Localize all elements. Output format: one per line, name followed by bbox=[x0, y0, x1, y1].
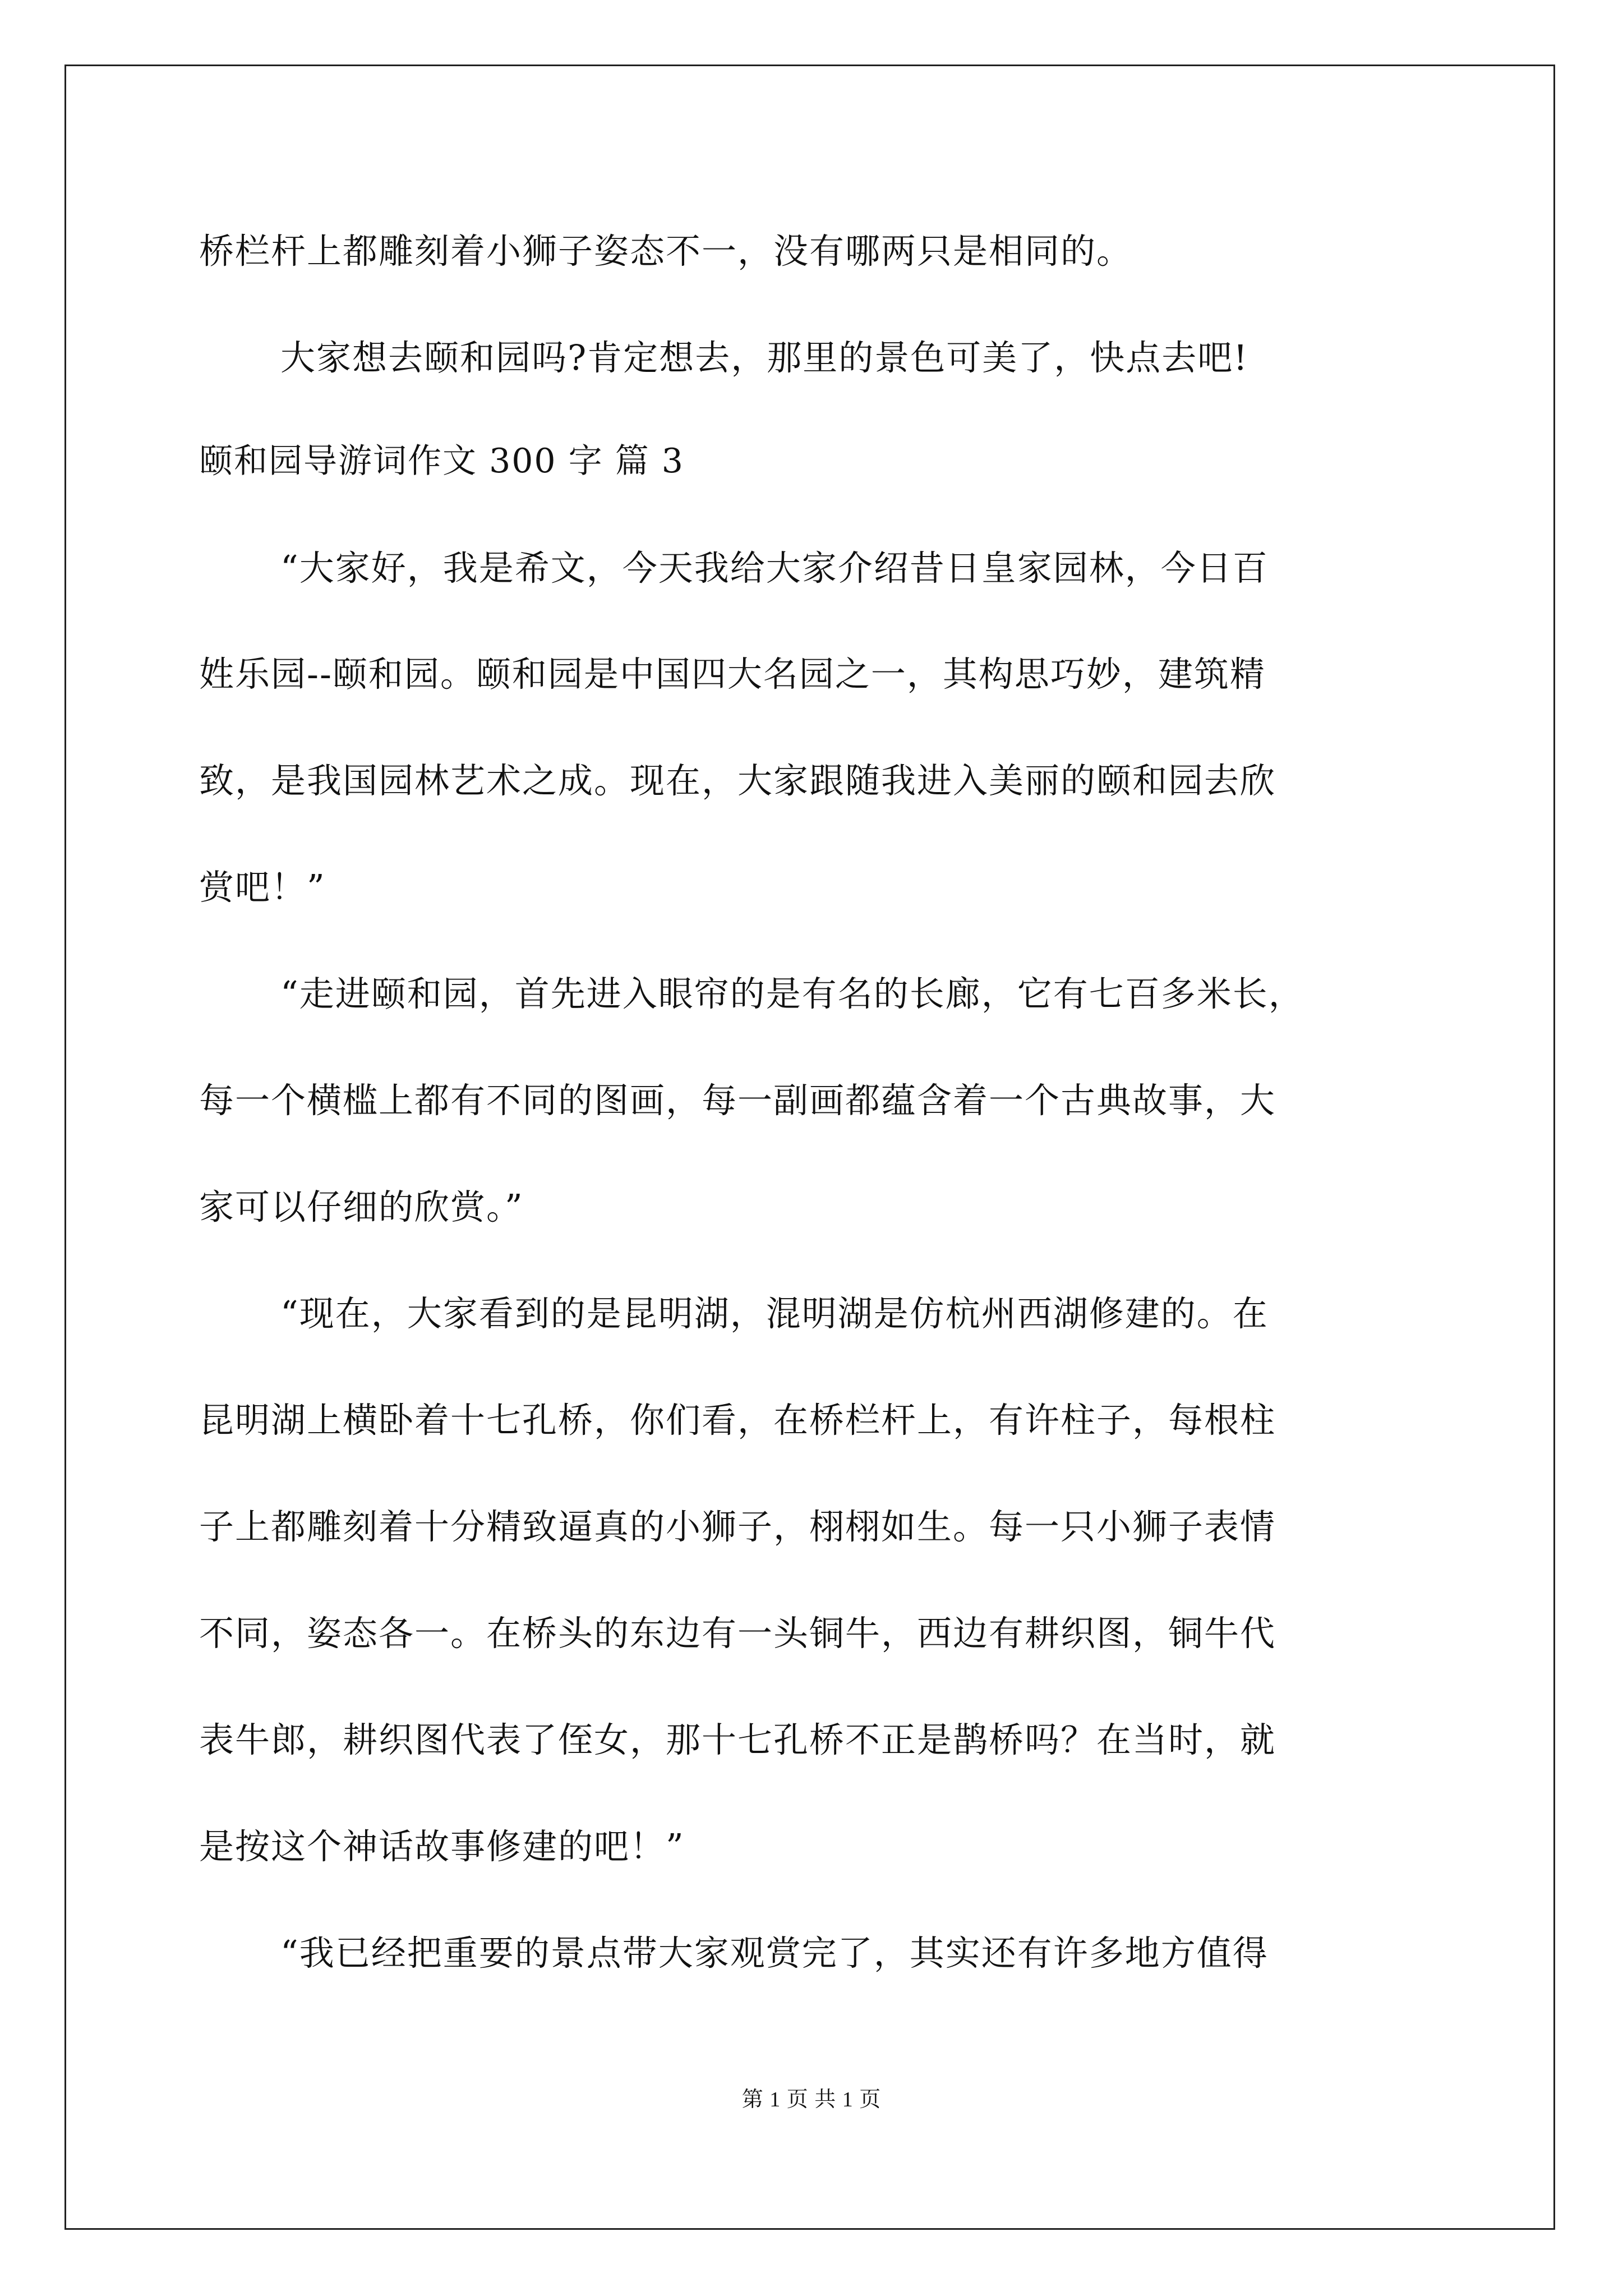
text-line: 家可以仔细的欣赏。” bbox=[199, 1186, 524, 1227]
text-line: 每一个横槛上都有不同的图画，每一副画都蕴含着一个古典故事，大 bbox=[199, 1080, 1276, 1121]
text-line: 致，是我国园林艺术之成。现在，大家跟随我进入美丽的颐和园去欣 bbox=[199, 760, 1276, 801]
page-frame bbox=[64, 65, 1555, 2230]
text-line: 桥栏杆上都雕刻着小狮子姿态不一，没有哪两只是相同的。 bbox=[199, 231, 1133, 272]
text-line: 大家想去颐和园吗?肯定想去，那里的景色可美了，快点去吧! bbox=[280, 337, 1249, 378]
text-line: 昆明湖上横卧着十七孔桥，你们看，在桥栏杆上，有许柱子，每根柱 bbox=[199, 1400, 1276, 1441]
text-line: 子上都雕刻着十分精致逼真的小狮子，栩栩如生。每一只小狮子表情 bbox=[199, 1506, 1276, 1547]
text-line: “走进颐和园，首先进入眼帘的是有名的长廊，它有七百多米长， bbox=[280, 973, 1304, 1014]
text-line: 姓乐园--颐和园。颐和园是中国四大名园之一，其构思巧妙，建筑精 bbox=[199, 654, 1266, 694]
text-line: 赏吧！” bbox=[199, 867, 326, 908]
text-line: 不同，姿态各一。在桥头的东边有一头铜牛，西边有耕织图，铜牛代 bbox=[199, 1613, 1276, 1654]
text-line: “现在，大家看到的是昆明湖，混明湖是仿杭州西湖修建的。在 bbox=[280, 1293, 1269, 1334]
text-line: “大家好，我是希文，今天我给大家介绍昔日皇家园林，今日百 bbox=[280, 547, 1269, 588]
text-line: 是按这个神话故事修建的吧！” bbox=[199, 1826, 685, 1867]
page-footer: 第 1 页 共 1 页 bbox=[741, 2088, 882, 2111]
text-line: 表牛郎，耕织图代表了侄女，那十七孔桥不正是鹊桥吗？在当时，就 bbox=[199, 1719, 1276, 1760]
section-heading: 颐和园导游词作文 300 字 篇 3 bbox=[199, 441, 684, 481]
text-line: “我已经把重要的景点带大家观赏完了，其实还有许多地方值得 bbox=[280, 1932, 1269, 1973]
